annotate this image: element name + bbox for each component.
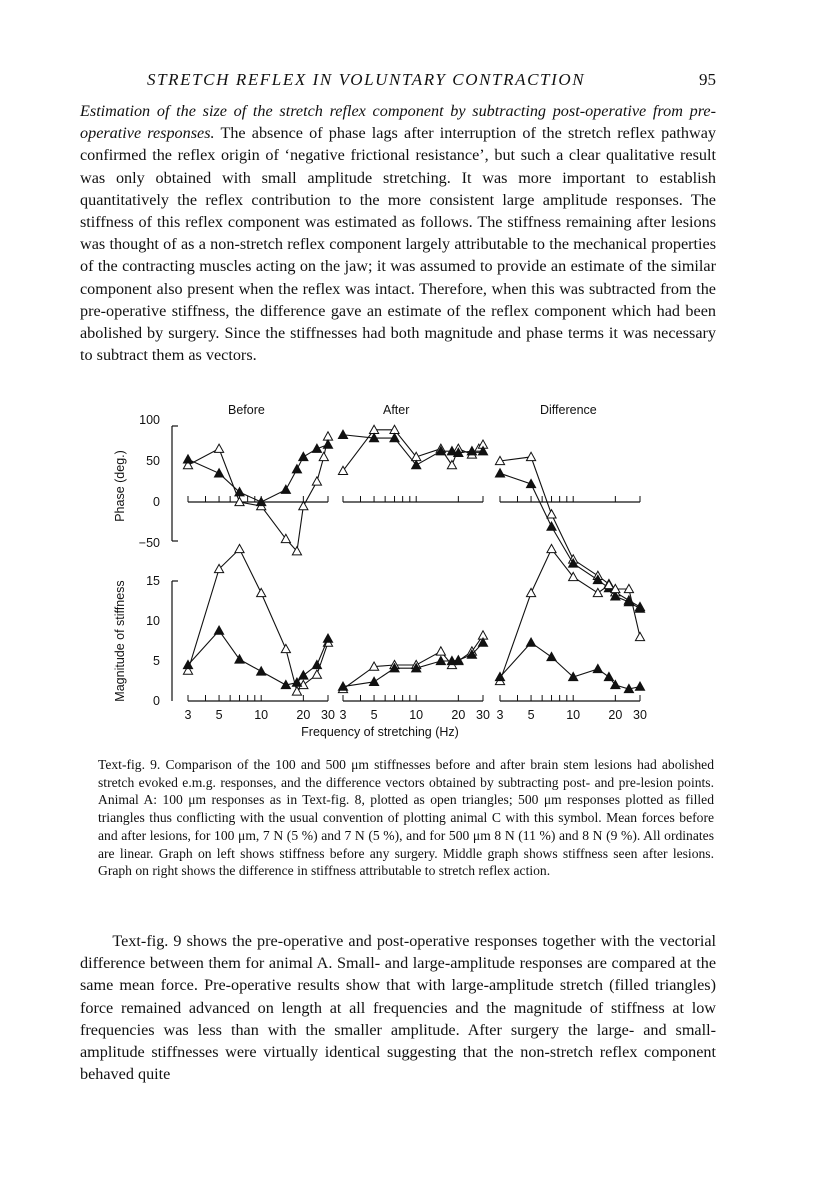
open-triangle-point [526,588,535,596]
filled-triangle-point [604,672,613,680]
phase-tick-label: 100 [139,413,160,427]
x-tick-label: 10 [566,708,581,722]
open-triangle-point [257,588,266,596]
magnitude-tick-label: 10 [146,614,160,628]
x-tick-label: 30 [321,708,335,722]
page-number: 95 [699,70,716,89]
open-triangle-point [299,502,308,510]
filled-triangle-point [547,652,556,660]
phase-tick-label: 50 [146,454,160,468]
filled-triangle-point [526,638,535,646]
phase-500um-line [188,445,328,502]
open-triangle-point [635,632,644,640]
magnitude-500um-line [500,643,640,689]
filled-triangle-point [214,626,223,634]
magnitude-tick-label: 0 [153,694,160,708]
filled-triangle-point [214,469,223,477]
open-triangle-point [312,670,321,678]
filled-triangle-point [547,522,556,530]
x-tick-label: 5 [527,708,535,722]
panel-title: After [383,403,410,417]
open-triangle-point [214,444,223,452]
panel-title: Before [228,403,265,417]
magnitude-tick-label: 5 [153,654,160,668]
open-triangle-point [312,477,321,485]
filled-triangle-point [299,671,308,679]
filled-triangle-point [635,682,644,690]
open-triangle-point [281,644,290,652]
filled-triangle-point [257,667,266,675]
filled-triangle-point [593,664,602,672]
phase-tick-label: 0 [153,495,160,509]
stiffness-chart [100,398,660,743]
open-triangle-point [526,452,535,460]
section-lead-heading: Estimation of the size of the stretch reflex component by subtracting post-operative from pre-operative responses. [80,102,716,143]
magnitude-axis-label: Magnitude of stiffness [113,580,127,702]
x-tick-label: 20 [451,708,466,722]
x-tick-label: 10 [254,708,269,722]
phase-500um-line [500,473,640,608]
filled-triangle-point [323,634,332,642]
x-tick-label: 20 [296,708,311,722]
phase-axis-label: Phase (deg.) [113,450,127,522]
open-triangle-point [323,432,332,440]
open-triangle-point [593,588,602,596]
x-tick-label: 3 [496,708,504,722]
open-triangle-point [436,647,445,655]
filled-triangle-point [281,485,290,493]
filled-triangle-point [292,465,301,473]
phase-100um-line [500,457,640,607]
figure-caption: Text-fig. 9. Comparison of the 100 and 500 μm stiffnesses before and after brain stem lesions had abolished stretch evoked e.m.g. responses, and the difference vectors obtained by subtracting post- and pre-lesion points. Animal A: 100 μm responses as in Text-fig. 8, plotted as open triangles; 500 μm responses plotted as filled triangles thus conflicting with the usual convention of plotting animal C with this symbol. Mean forces before and after lesions, for 100 μm, 7 N (5 %) and 7 N (5 %), and for 500 μm 8 N (11 %) and 8 N (9 %). All ordinates are linear. Graph on left shows stiffness before any surgery. Middle graph shows stiffness seen after lesions. Graph on right shows the difference in stiffness attributable to stretch reflex action. [98,757,714,879]
open-triangle-point [281,534,290,542]
magnitude-100um-line [500,549,640,681]
x-tick-label: 10 [409,708,424,722]
filled-triangle-point [323,440,332,448]
panel-title: Difference [540,403,597,417]
open-triangle-point [547,544,556,552]
x-tick-label: 30 [633,708,647,722]
running-title: STRETCH REFLEX IN VOLUNTARY CONTRACTION [147,70,586,89]
filled-triangle-point [312,444,321,452]
x-tick-label: 3 [339,708,347,722]
text-fig-9 [100,398,660,743]
filled-triangle-point [454,656,463,664]
open-triangle-point [319,452,328,460]
x-axis-label: Frequency of stretching (Hz) [301,725,459,739]
page-header [100,70,716,94]
x-tick-label: 20 [608,708,623,722]
filled-triangle-point [526,479,535,487]
filled-triangle-point [299,452,308,460]
closing-paragraph: Text-fig. 9 shows the pre-operative and post-operative responses together with the vectorial difference between them for animal A. Small- and large-amplitude responses are compared at the same mean force. Pre-operative results show that with large-amplitude stretch (filled triangles) force remained advanced on length at all frequencies and the magnitude of stiffness at low frequencies was less than with the smaller amplitude. After surgery the large- and small-amplitude stiffnesses were virtually identical suggesting that the non-stretch reflex component behaved quite [80,932,716,1084]
x-tick-label: 30 [476,708,490,722]
filled-triangle-point [369,677,378,685]
x-tick-label: 5 [370,708,378,722]
open-triangle-point [447,461,456,469]
x-tick-label: 5 [215,708,223,722]
open-triangle-point [547,510,556,518]
open-triangle-point [235,544,244,552]
x-tick-label: 3 [184,708,192,722]
phase-tick-label: −50 [138,536,160,550]
filled-triangle-point [235,655,244,663]
filled-triangle-point [338,430,347,438]
filled-triangle-point [495,469,504,477]
intro-paragraph [80,100,716,366]
filled-triangle-point [183,455,192,463]
intro-paragraph-body: The absence of phase lags after interruption of the stretch reflex pathway confirmed the reflex origin of ‘negative frictional resistance’, but such a clear qualitative result was only obtained with small amplitude stretching. It was more important to establish quantitatively the reflex contribution to the more consistent large amplitude responses. The stiffness of this reflex component was estimated as follows. The stiffness remaining after lesions was thought of as a non-stretch reflex component largely attributable to the mechanical properties of the contracting muscles acting on the jaw; it was assumed to provide an estimate of the similar component also present when the reflex was intact. Therefore, when this was subtracted from the pre-operative stiffness, the difference gave an estimate of the reflex component which had been abolished by surgery. Since the stiffnesses had both magnitude and phase terms it was necessary to subtract them as vectors. [80,124,716,365]
magnitude-tick-label: 15 [146,574,160,588]
phase-100um-line [188,436,328,551]
